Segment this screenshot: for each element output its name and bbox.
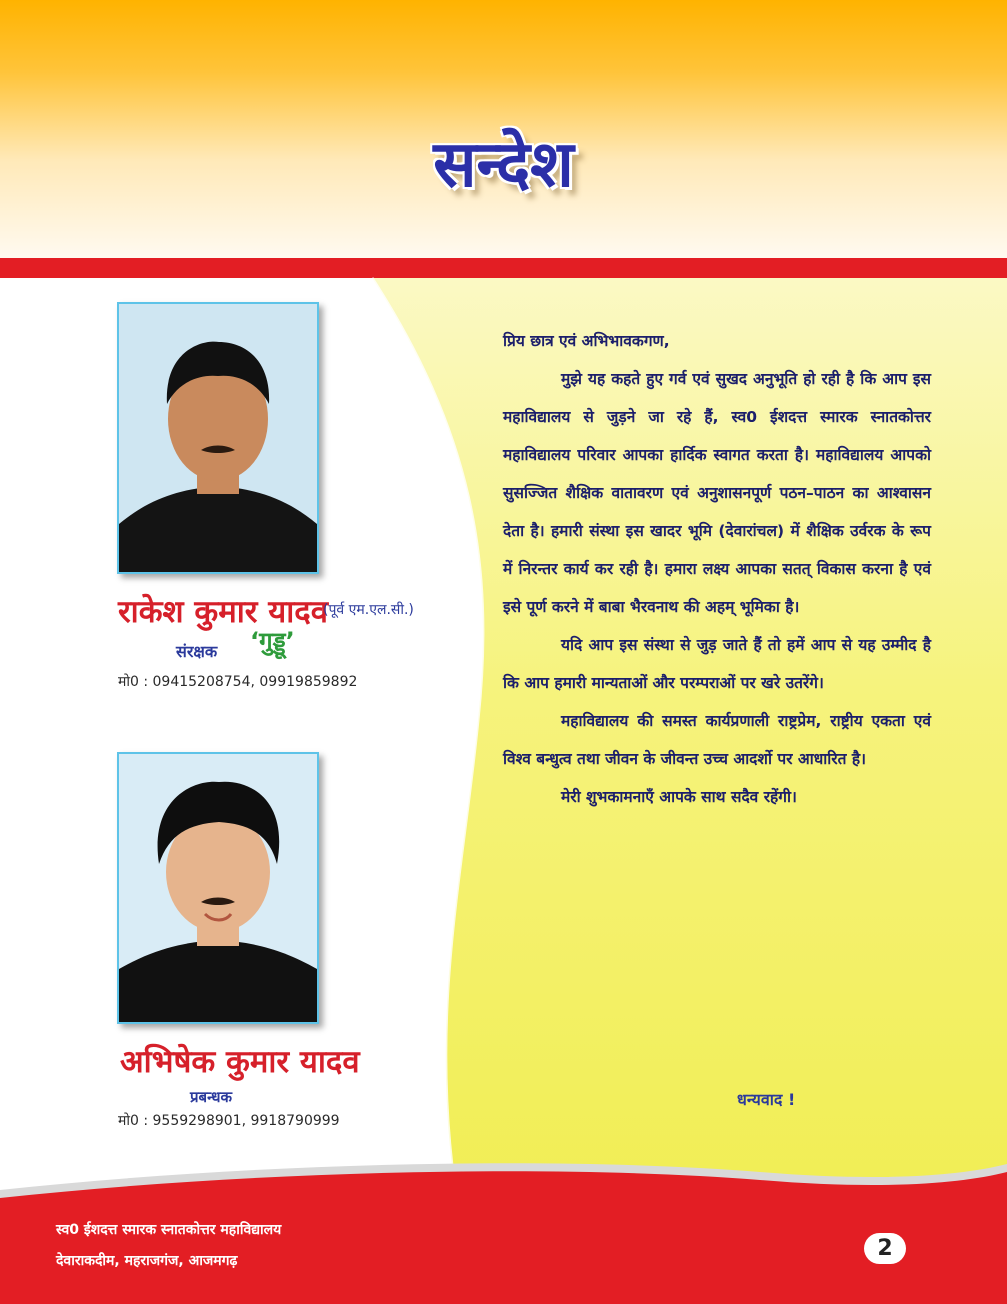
message-body [503, 322, 931, 816]
letter-paragraph: महाविद्यालय की समस्त कार्यप्रणाली राष्ट्रप्रेम, राष्ट्रीय एकता एवं विश्व बन्धुत्व तथा जीवन के जीवन्त उच्च आदर्शो पर आधारित है। [503, 712, 931, 768]
letter-closing: धन्यवाद ! [737, 1090, 796, 1109]
manager-role: प्रबन्धक [190, 1088, 233, 1106]
manager-name: अभिषेक कुमार यादव [120, 1044, 360, 1080]
manager-mobile: मो0 : 9559298901, 9918790999 [118, 1113, 340, 1129]
letter-paragraph: मुझे यह कहते हुए गर्व एवं सुखद अनुभूति हो रही है कि आप इस महाविद्यालय से जुड़ने जा रहे हैं, स्व0 ईशदत्त स्मारक स्नातकोत्तर महाविद्यालय परिवार आपका हार्दिक स्वागत करता है। महाविद्यालय आपको सुसज्जित शैक्षिक वातावरण एवं अनुशासनपूर्ण पठन–पाठन का आश्वासन देता है। हमारी संस्था इस खादर भूमि (देवारांचल) में शैक्षिक उर्वरक के रूप में निरन्तर कार्य कर रही है। हमारा लक्ष्य आपका सतत् विकास करना है एवं इसे पूर्ण करने में बाबा भैरवनाथ की अहम् भूमिका है। [503, 370, 931, 616]
patron-role: संरक्षक [176, 642, 218, 661]
footer-college-name: स्व0 ईशदत्त स्मारक स्नातकोत्तर महाविद्यालय [56, 1222, 282, 1238]
page-title: सन्देश [433, 128, 574, 202]
patron-mobile: मो0 : 09415208754, 09919859892 [118, 674, 358, 690]
photo-patron [117, 302, 319, 574]
patron-name: राकेश कुमार यादव [118, 594, 328, 630]
patron-previous-post: (पूर्व एम.एल.सी.) [323, 602, 414, 618]
footer-address: देवाराकदीम, महराजगंज, आजमगढ़ [56, 1253, 238, 1269]
page-number: 2 [864, 1233, 906, 1264]
patron-nickname: ‘गुड्डू’ [250, 627, 295, 655]
letter-paragraph: मेरी शुभकामनाएँ आपके साथ सदैव रहेंगी। [561, 788, 797, 806]
letter-paragraph: यदि आप इस संस्था से जुड़ जाते हैं तो हमें आप से यह उम्मीद है कि आप हमारी मान्यताओं और परम्पराओं पर खरे उतरेंगे। [503, 636, 931, 692]
letter-salutation: प्रिय छात्र एवं अभिभावकगण, [503, 332, 670, 350]
photo-manager [117, 752, 319, 1024]
